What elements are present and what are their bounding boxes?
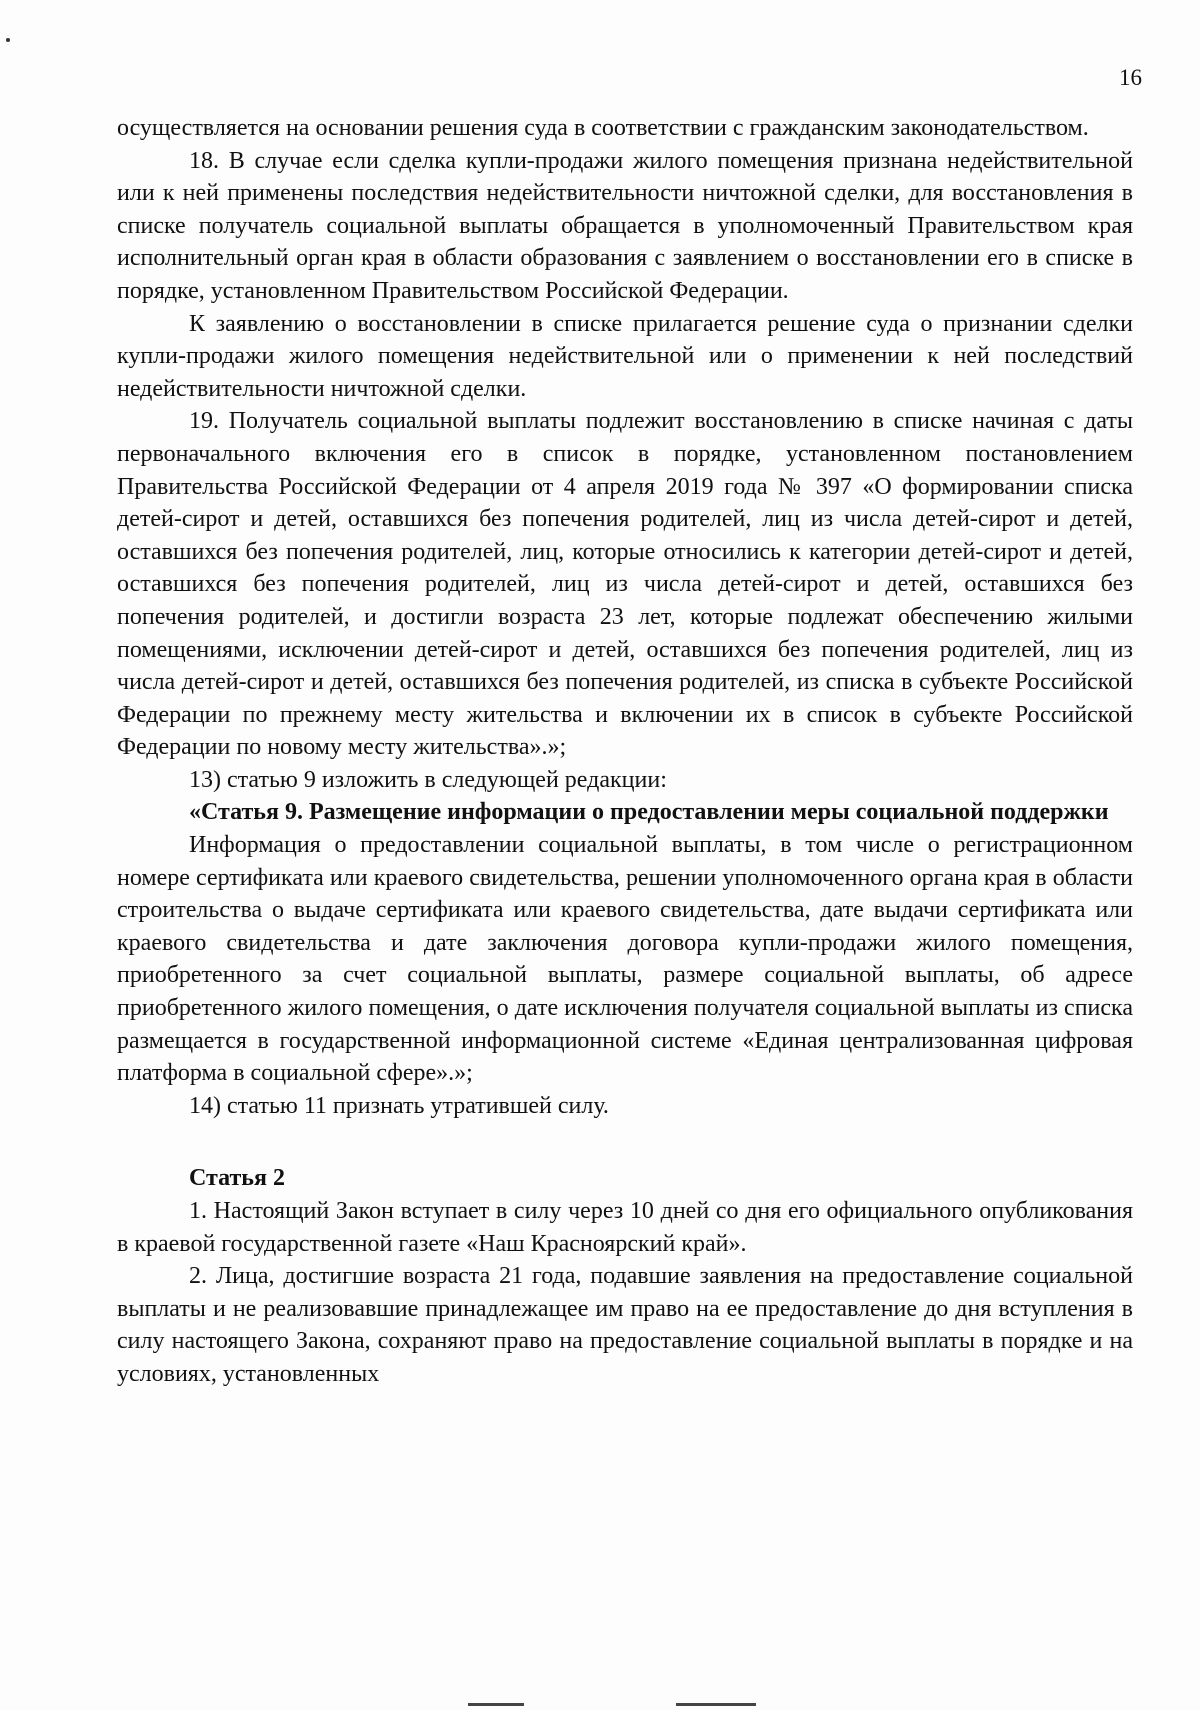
scan-edge-mark xyxy=(468,1703,524,1706)
paragraph-article-2-item-1: 1. Настоящий Закон вступает в силу через 10 дней со дня его официального опубликования в краевой государственной газете «Наш Красноярский край». xyxy=(117,1198,1133,1257)
scan-speck xyxy=(6,38,10,42)
paragraph-restoration-attachment: К заявлению о восстановлении в списке прилагается решение суда о признании сделки купли-продажи жилого помещения недействительной или о применении к ней последствий недействительности ничтожной сделки. xyxy=(117,310,1133,402)
section-spacer xyxy=(117,1122,1133,1162)
scan-edge-mark xyxy=(676,1703,756,1706)
paragraph-amendment-14: 14) статью 11 признать утратившей силу. xyxy=(189,1092,609,1119)
paragraph-article-9-text: Информация о предоставлении социальной выплаты, в том числе о регистрационном номере сертификата или краевого свидетельства, решении уполномоченного органа края в области строительства о выдаче сертификата или краевого свидетельства, дате выдачи сертификата или краевого свидетельства и дате заключения договора купли-продажи жилого помещения, приобретенного за счет социальной выплаты, размере социальной выплаты, об адресе приобретенного жилого помещения, о дате исключения получателя социальной выплаты из списка размещается в государственной информационной системе «Единая централизованная цифровая платформа в социальной сфере».»; xyxy=(117,832,1133,1087)
paragraph-item-18: 18. В случае если сделка купли-продажи жилого помещения признана недействительной или к ней применены последствия недействительности ничтожной сделки, для восстановления в списке получатель социальной выплаты обращается в уполномоченный Правительством края исполнительный орган края в области образования с заявлением о восстановлении его в списке в порядке, установленном Правительством Российской Федерации. xyxy=(117,147,1133,304)
paragraph-item-19: 19. Получатель социальной выплаты подлежит восстановлению в списке начиная с даты первоначального включения его в список в порядке, установленном постановлением Правительства Российской Федерации от 4 апреля 2019 года № 397 «О формировании списка детей-сирот и детей, оставшихся без попечения родителей, лиц из числа детей-сирот и детей, оставшихся без попечения родителей, лиц, которые относились к категории детей-сирот и детей, оставшихся без попечения родителей, лиц из числа детей-сирот и детей, оставшихся без попечения родителей, и достигли возраста 23 лет, которые подлежат обеспечению жилыми помещениями, исключении детей-сирот и детей, оставшихся без попечения родителей, лиц из числа детей-сирот и детей, оставшихся без попечения родителей, из списка в субъекте Российской Федерации по прежнему месту жительства и включении их в список в субъекте Российской Федерации по новому месту жительства».»; xyxy=(117,408,1133,761)
paragraph-article-2-item-2: 2. Лица, достигшие возраста 21 года, подавшие заявления на предоставление социальной выплаты и не реализовавшие принадлежащее им право на ее предоставление до дня вступления в силу настоящего Закона, сохраняют право на предоставление социальной выплаты в порядке и на условиях, установленных xyxy=(117,1263,1133,1387)
page-number: 16 xyxy=(1119,65,1142,90)
paragraph-amendment-13: 13) статью 9 изложить в следующей редакции: xyxy=(189,766,667,793)
article-2-heading: Статья 2 xyxy=(189,1165,285,1192)
article-9-heading: «Статья 9. Размещение информации о предоставлении меры социальной поддержки xyxy=(189,799,1109,826)
document-body xyxy=(117,112,1133,1391)
paragraph-continuation: осуществляется на основании решения суда в соответствии с гражданским законодательством. xyxy=(117,115,1089,141)
